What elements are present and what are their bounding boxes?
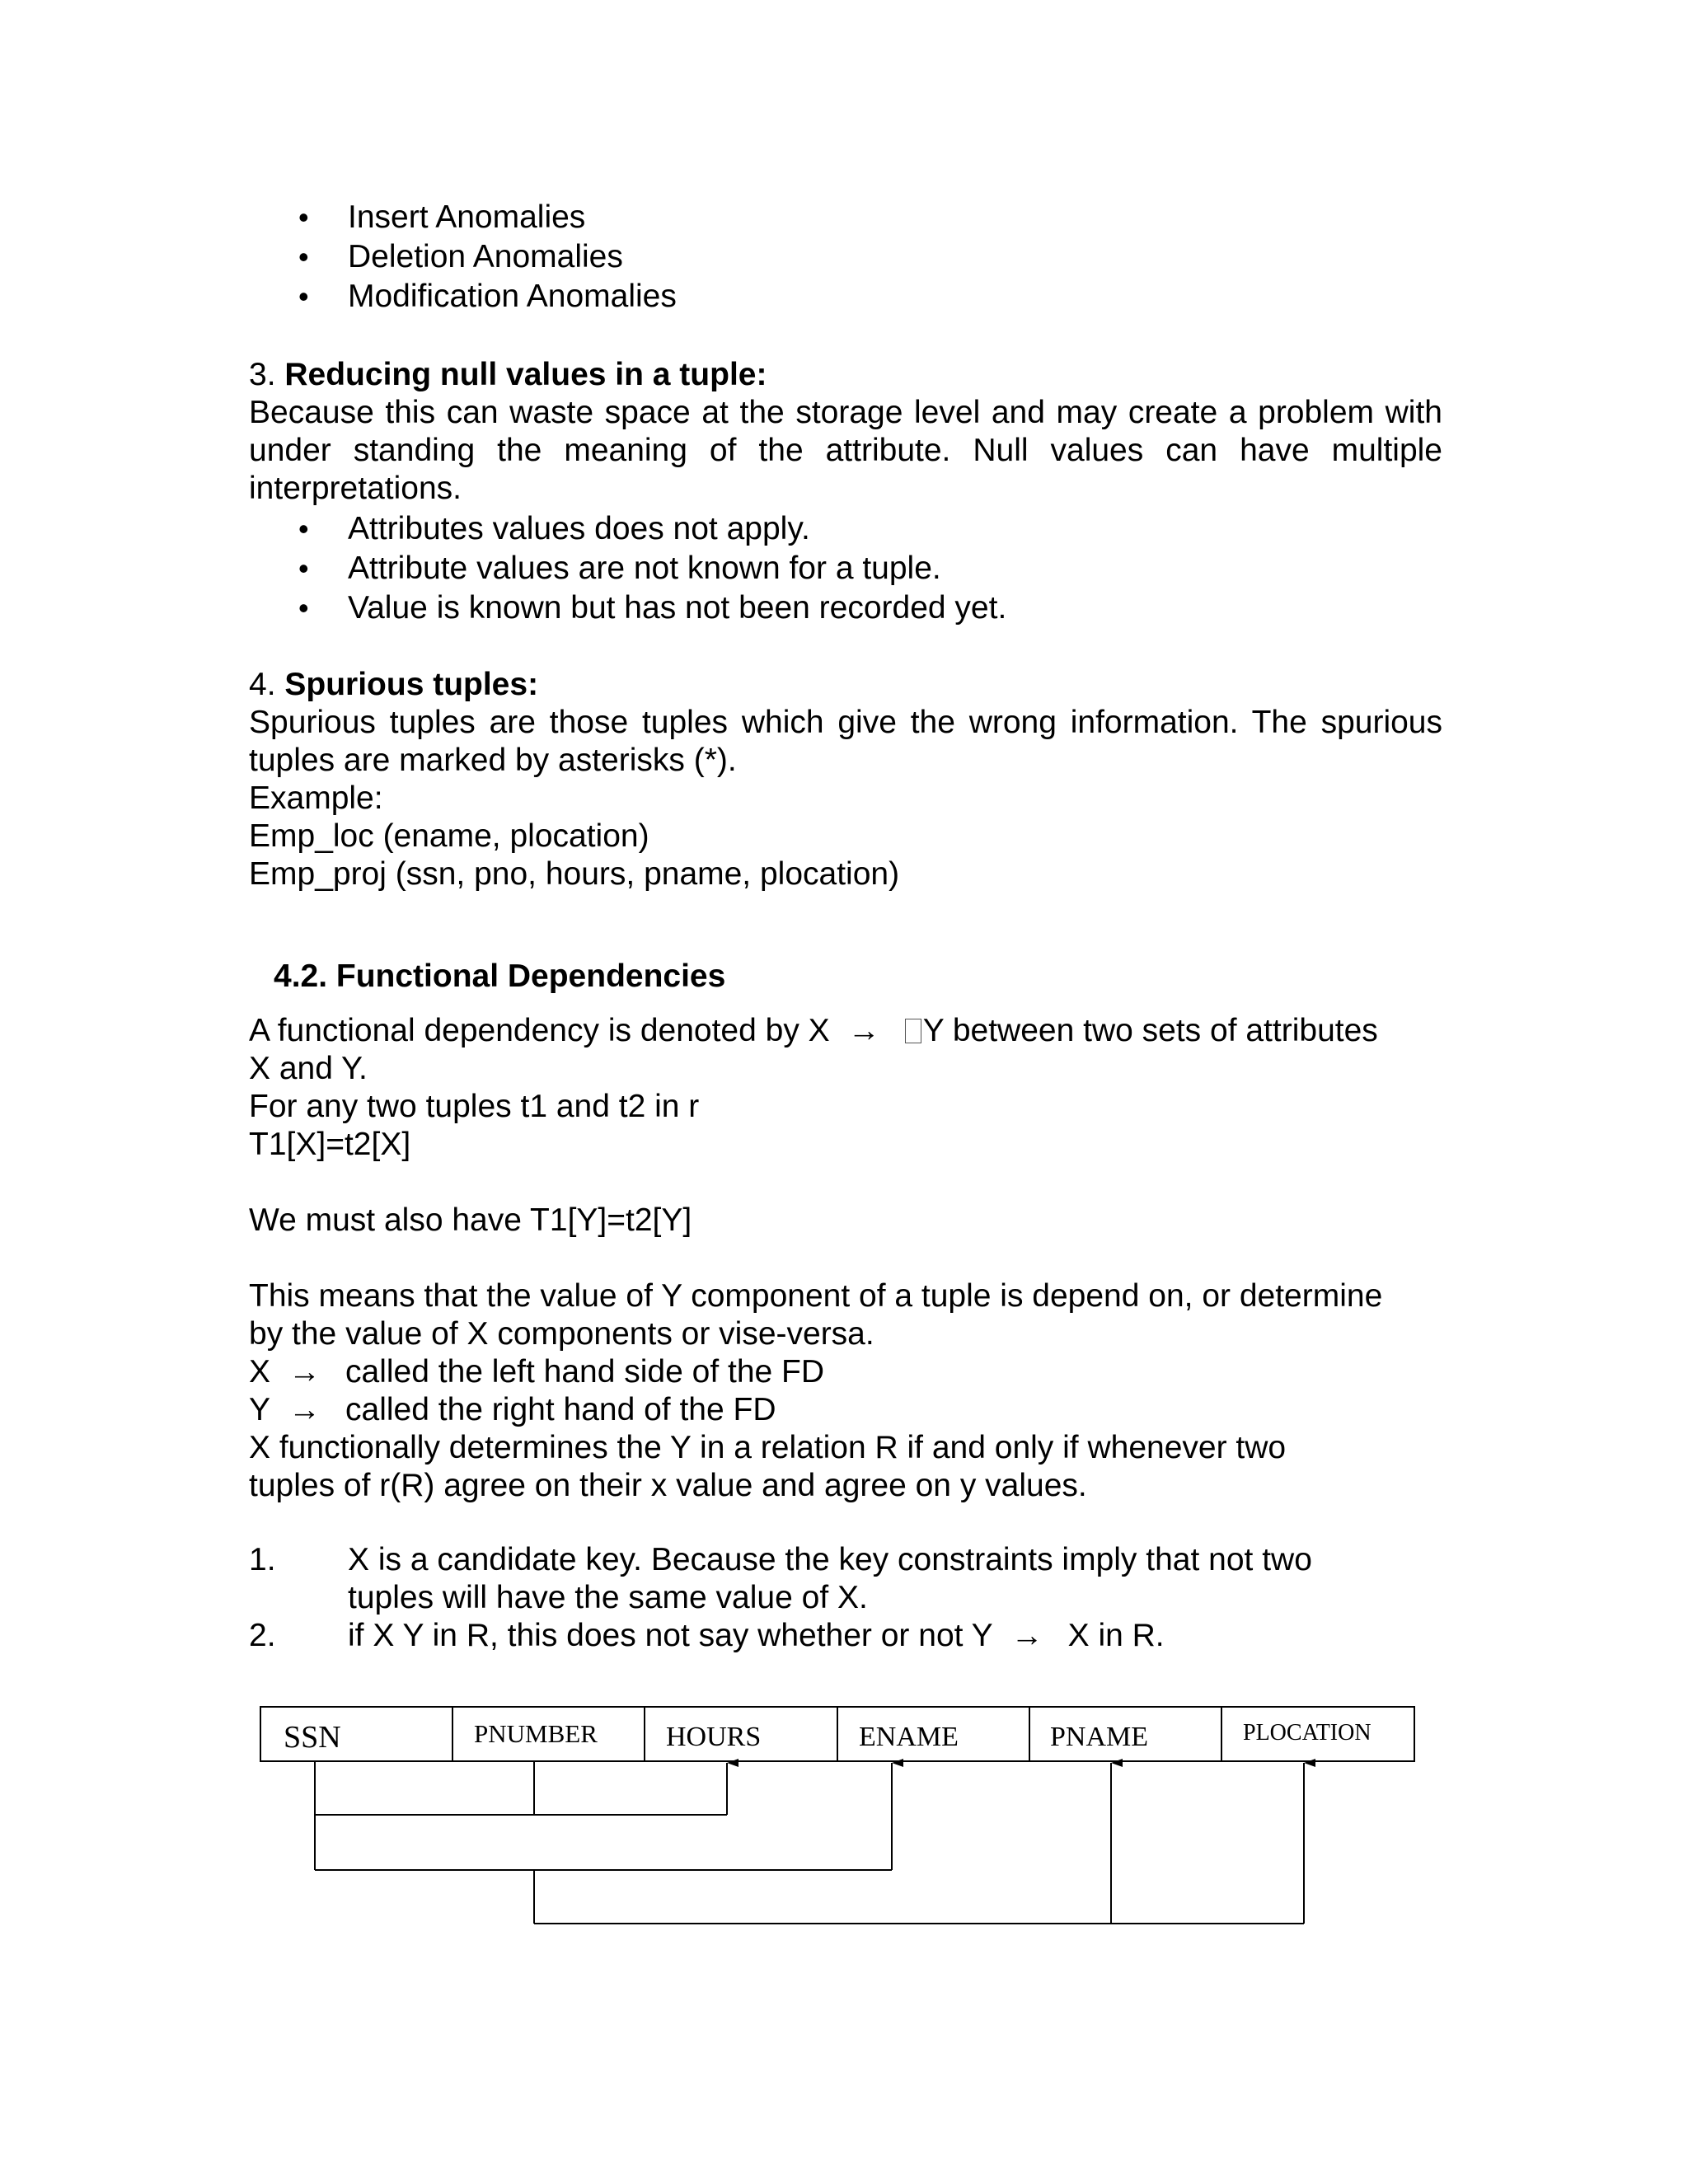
arrow-right-icon: → (1010, 1618, 1043, 1653)
attribute-plocation: PLOCATION (1243, 1720, 1372, 1746)
bullet-icon: • (298, 200, 309, 234)
fd-equation: T1[X]=t2[X] (249, 1127, 411, 1162)
arrow-right-icon: → (847, 1013, 880, 1048)
fd-equation-2: We must also have T1[Y]=t2[Y] (249, 1202, 692, 1238)
section4-heading: 4. Spurious tuples: (249, 667, 539, 702)
fd-section-title: 4.2. Functional Dependencies (274, 958, 726, 994)
fd-definition-line: X and Y. (249, 1051, 368, 1086)
fd-tuples-line: For any two tuples t1 and t2 in r (249, 1089, 700, 1124)
list-item: • Deletion Anomalies (249, 237, 677, 277)
bullet-icon: • (298, 512, 309, 546)
dependency-ssn-to-ename (315, 1763, 892, 1870)
section3-body: Because this can waste space at the storage level and may create a problem with under standing the meaning of the attribute. Null values can have multiple interpretations. (249, 395, 1442, 506)
example-label: Example: (249, 780, 383, 816)
bullet-icon: • (298, 279, 309, 313)
arrow-right-icon: → (288, 1392, 321, 1427)
list-item: • Attributes values does not apply. (249, 509, 1006, 549)
list-item: • Modification Anomalies (249, 277, 677, 316)
list-item: • Attribute values are not known for a tuple. (249, 549, 1006, 588)
example-line: Emp_loc (ename, plocation) (249, 818, 649, 854)
fd-definition-line: A functional dependency is denoted by X → Y between two sets of attributes (249, 1013, 1378, 1048)
fd-rhs-line: Y → called the right hand of the FD (249, 1392, 776, 1427)
list-item: • Value is known but has not been recorded yet. (249, 588, 1006, 628)
dependency-pnumber-to-pname-plocation (534, 1763, 1304, 1924)
dependency-ssn-pnumber-to-hours (315, 1761, 727, 1815)
bullet-icon: • (298, 240, 309, 274)
section3-title: Reducing null values in a tuple: (284, 357, 767, 392)
attribute-ssn: SSN (284, 1720, 341, 1755)
attribute-hours: HOURS (666, 1722, 762, 1752)
example-line: Emp_proj (ssn, pno, hours, pname, plocation) (249, 856, 900, 892)
attribute-pnumber: PNUMBER (474, 1719, 598, 1748)
fd-lhs-line: X → called the left hand side of the FD (249, 1354, 825, 1390)
fd-meaning: This means that the value of Y component of a tuple is depend on, or determine by the value of X components or vise-versa. X → called the left hand side of the FD Y → called the right hand of the FD X functionally determines the Y in a relation R if and only if whenever two tuples of r(R) agree on their x value and agree on y values. (249, 1277, 1442, 1505)
bullet-icon: • (298, 551, 309, 585)
bullet-icon: • (298, 591, 309, 625)
section3-heading: 3. Reducing null values in a tuple: (249, 357, 767, 392)
arrow-right-icon: → (288, 1354, 321, 1390)
list-item: 1. X is a candidate key. Because the key constraints imply that not two tuples will have the same value of X. (249, 1542, 1312, 1615)
list-item: 2. if X Y in R, this does not say whether or not Y → X in R. (249, 1618, 1165, 1653)
section4-title: Spurious tuples: (284, 667, 539, 702)
attribute-ename: ENAME (859, 1722, 959, 1752)
attribute-pname: PNAME (1050, 1722, 1149, 1752)
list-item: • Insert Anomalies (249, 198, 677, 237)
section4-body: Spurious tuples are those tuples which give the wrong information. The spurious tuples are marked by asterisks (*). (249, 705, 1442, 778)
